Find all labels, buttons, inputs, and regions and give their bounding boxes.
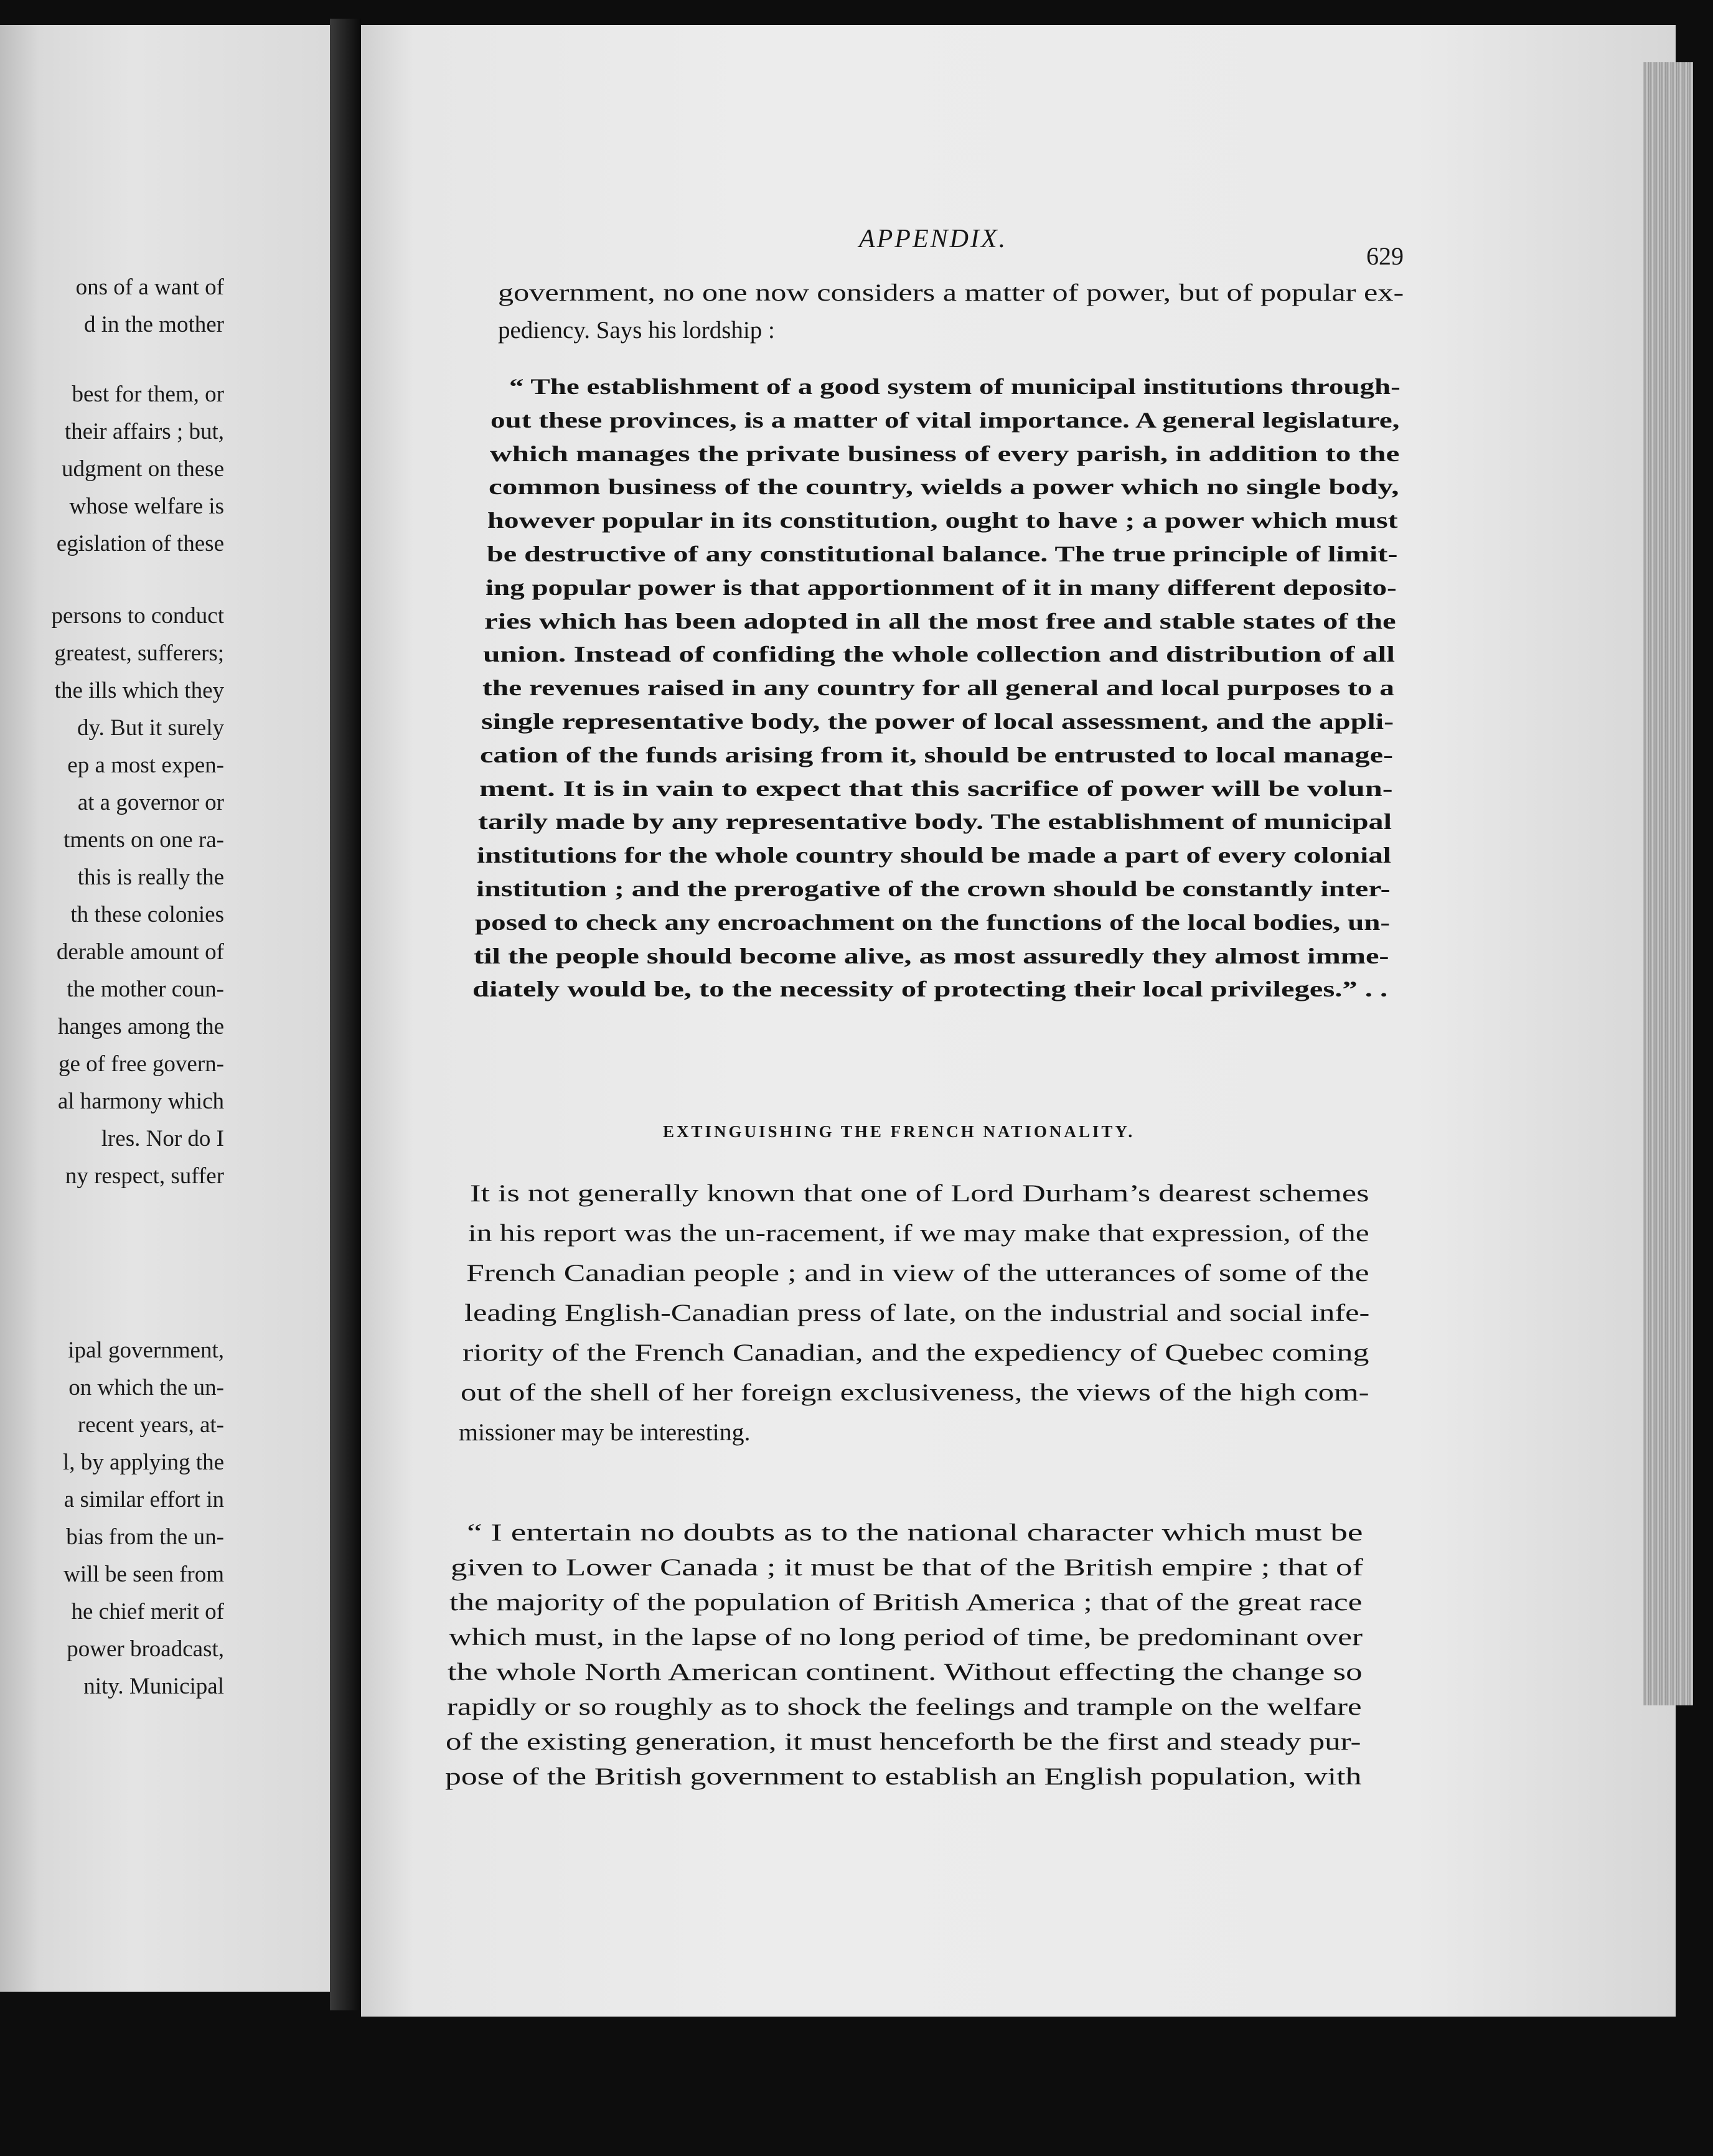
left-page-line: udgment on these (61, 456, 224, 482)
left-page-line: ipal government, (68, 1338, 224, 1363)
quote-line: union. Instead of confiding the whole collection and distribution of all (483, 642, 1396, 667)
quote-line: tarily made by any representative body. The establishment of municipal (477, 809, 1392, 835)
left-page-line: egislation of these (56, 531, 224, 556)
intro-line: pediency. Says his lordship : (498, 317, 775, 344)
quote-line: of the existing generation, it must henceforth be the first and steady pur- (446, 1728, 1361, 1755)
quote-line: institutions for the whole country should be made a part of every colonial (477, 843, 1392, 868)
left-page-line: their affairs ; but, (64, 419, 224, 444)
left-page-line: ep a most expen- (67, 752, 224, 778)
paragraph-line: in his report was the un-racement, if we may make that expression, of the (468, 1220, 1369, 1247)
quote-line: which manages the private business of every parish, in addition to the (489, 441, 1399, 466)
left-page-line: whose welfare is (69, 494, 224, 519)
paragraph-line: riority of the French Canadian, and the expediency of Quebec coming (462, 1339, 1369, 1366)
page-edges (1643, 62, 1693, 1705)
quote-line: “ I entertain no doubts as to the national character which must be (467, 1519, 1363, 1546)
left-page-line: persons to conduct (51, 603, 224, 629)
quote-line: the whole North American continent. Without effecting the change so (448, 1659, 1363, 1685)
left-page-line: al harmony which (57, 1089, 224, 1114)
quote-line: however popular in its constitution, ought to have ; a power which must (487, 508, 1398, 533)
left-page-line: derable amount of (56, 939, 224, 965)
left-page-line: nity. Municipal (83, 1674, 224, 1699)
quote-line: rapidly or so roughly as to shock the feelings and trample on the welfare (446, 1694, 1361, 1720)
quote-line: ment. It is in vain to expect that this sacrifice of power will be volun- (479, 776, 1393, 801)
left-page-line: lres. Nor do I (101, 1126, 224, 1151)
left-page (0, 25, 330, 1992)
quote-line: be destructive of any constitutional balance. The true principle of limit- (486, 541, 1397, 566)
book-gutter (330, 19, 361, 2010)
left-page-line: bias from the un- (66, 1524, 224, 1550)
left-page-line: ons of a want of (75, 274, 224, 300)
quote-line: posed to check any encroachment on the functions of the local bodies, un- (474, 909, 1390, 935)
quote-line: cation of the funds arising from it, should be entrusted to local manage- (480, 742, 1394, 767)
left-page-line: this is really the (77, 865, 224, 890)
quote-line: common business of the country, wields a power which no single body, (488, 474, 1399, 500)
left-page-line: a similar effort in (63, 1487, 224, 1512)
quote-line: out these provinces, is a matter of vital importance. A general legislature, (490, 407, 1400, 433)
paragraph-line: out of the shell of her foreign exclusiveness, the views of the high com- (461, 1379, 1369, 1406)
intro-line: government, no one now considers a matter of power, but of popular ex- (498, 279, 1404, 306)
left-page-line: the mother coun- (67, 977, 224, 1002)
left-page-line: power broadcast, (67, 1636, 224, 1662)
quote-line: which must, in the lapse of no long period of time, be predominant over (448, 1624, 1363, 1651)
paragraph-line: It is not generally known that one of Lord Durham’s dearest schemes (470, 1180, 1369, 1207)
left-page-line: he chief merit of (71, 1599, 224, 1624)
quote-line: the majority of the population of British America ; that of the great race (449, 1589, 1363, 1616)
left-page-line: at a governor or (77, 790, 224, 815)
left-page-line: d in the mother (83, 312, 224, 337)
page-number: 629 (1366, 242, 1404, 270)
quote-line: single representative body, the power of local assessment, and the appli- (481, 709, 1394, 734)
paragraph-line: leading English-Canadian press of late, on the industrial and social infe- (464, 1300, 1370, 1326)
section-heading: EXTINGUISHING THE FRENCH NATIONALITY. (663, 1122, 1135, 1141)
left-page-line: l, by applying the (63, 1450, 224, 1475)
quote-line: the revenues raised in any country for all general and local purposes to a (482, 675, 1394, 701)
quote-line: given to Lower Canada ; it must be that of the British empire ; that of (450, 1554, 1363, 1581)
running-head: APPENDIX. (859, 225, 1008, 253)
left-page-line: on which the un- (68, 1375, 224, 1400)
paragraph-line: French Canadian people ; and in view of the utterances of some of the (466, 1260, 1369, 1287)
quote-line: “ The establishment of a good system of municipal institutions through- (509, 374, 1401, 399)
quote-line: ries which has been adopted in all the most free and stable states of the (484, 608, 1396, 634)
left-page-line: will be seen from (63, 1562, 224, 1587)
left-page-line: dy. But it surely (77, 715, 224, 741)
quote-line: diately would be, to the necessity of protecting their local privileges.” . . (472, 977, 1388, 1002)
left-page-line: th these colonies (70, 902, 224, 927)
quote-line: institution ; and the prerogative of the crown should be constantly inter- (476, 876, 1391, 901)
paragraph-line: missioner may be interesting. (459, 1419, 751, 1446)
left-page-line: ny respect, suffer (65, 1163, 224, 1189)
quote-line: pose of the British government to establish an English population, with (444, 1763, 1361, 1790)
left-page-line: best for them, or (72, 382, 224, 407)
left-page-line: ge of free govern- (58, 1051, 224, 1077)
left-page-line: the ills which they (54, 678, 224, 703)
quote-line: til the people should become alive, as most assuredly they almost imme- (474, 943, 1389, 968)
left-page-line: tments on one ra- (63, 827, 224, 853)
left-page-line: hanges among the (57, 1014, 224, 1039)
quote-line: ing popular power is that apportionment of it in many different deposito- (485, 574, 1397, 600)
left-page-line: greatest, sufferers; (54, 640, 224, 666)
left-page-line: recent years, at- (77, 1412, 224, 1438)
